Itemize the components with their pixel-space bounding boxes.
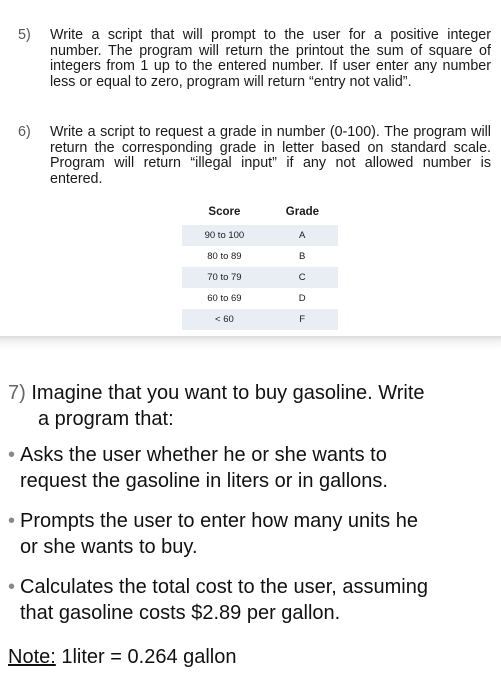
grade-cell: D [267, 288, 338, 309]
header-grade: Grade [285, 205, 320, 218]
table-row [182, 267, 338, 288]
lower-section [0, 350, 501, 700]
question-6-number: 6) [18, 124, 31, 140]
bullet-item [8, 442, 493, 494]
bullet-icon: • [8, 576, 16, 598]
header-score: Score [208, 205, 241, 218]
question-5-text: Write a script that will prompt to the user for a positive integer number. The program will return the printout the sum of square of integers from 1 up to the entered number. If user enter any number less or equal to zero, program will return “entry not valid”. [50, 27, 491, 90]
question-6-text: Write a script to request a grade in number (0-100). The program will return the corresponding grade in letter based on standard scale. Program will return “illegal input” if any not allowed number is entered. [50, 124, 491, 187]
note-label: Note: [8, 646, 56, 668]
grade-cell: B [267, 246, 338, 267]
grade-cell: C [267, 267, 338, 288]
grade-table-header [182, 198, 338, 225]
note-text: 1liter = 0.264 gallon [55, 646, 237, 668]
question-7 [8, 380, 493, 432]
upper-section [0, 0, 501, 336]
bullet-icon: • [8, 510, 16, 532]
question-7-text-1: Imagine that you want to buy gasoline. Write [31, 382, 425, 404]
score-cell: 80 to 89 [182, 246, 267, 267]
bullet-icon: • [8, 444, 16, 466]
score-cell: 70 to 79 [182, 267, 267, 288]
table-row [182, 246, 338, 267]
bullet-text-line: Prompts the user to enter how many units he [20, 510, 418, 532]
grade-cell: F [267, 309, 338, 330]
grade-cell: A [267, 225, 338, 246]
bullet-text-line: Calculates the total cost to the user, assuming [20, 576, 428, 598]
table-row [182, 225, 338, 246]
bullet-item [8, 508, 493, 560]
table-row [182, 288, 338, 309]
bullet-item [8, 574, 493, 626]
table-row [182, 309, 338, 330]
question-7-number: 7) [8, 382, 26, 404]
score-cell: 90 to 100 [182, 225, 267, 246]
bullet-text-line: or she wants to buy. [20, 536, 198, 558]
score-cell: 60 to 69 [182, 288, 267, 309]
bullet-text-line: Asks the user whether he or she wants to [20, 444, 387, 466]
score-cell: < 60 [182, 309, 267, 330]
question-7-line-1 [8, 380, 493, 406]
question-7-text-2: a program that: [38, 408, 174, 430]
question-5-number: 5) [18, 27, 31, 43]
grade-table [182, 198, 338, 330]
note [8, 644, 237, 670]
question-6 [18, 125, 491, 187]
section-divider [0, 336, 501, 350]
question-5 [18, 28, 491, 90]
bullet-text-line: that gasoline costs $2.89 per gallon. [20, 602, 341, 624]
bullet-text-line: request the gasoline in liters or in gallons. [20, 470, 388, 492]
